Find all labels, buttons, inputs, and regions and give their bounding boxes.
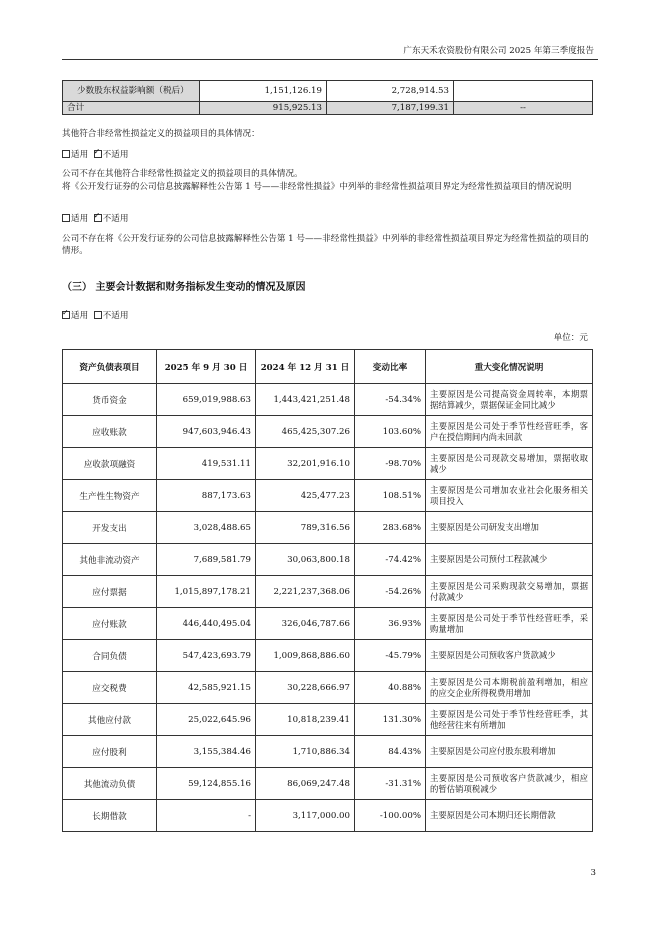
table-row bbox=[63, 576, 593, 608]
cell-change-ratio: 36.93% bbox=[355, 608, 426, 640]
cell-2025-value: - bbox=[157, 800, 256, 832]
nonrecurring-summary-table bbox=[62, 80, 593, 115]
cell-change-reason: 主要原因是公司应付股东股利增加 bbox=[426, 736, 593, 768]
option-label: 不适用 bbox=[102, 150, 129, 160]
cell-value: 2,728,914.53 bbox=[327, 81, 454, 102]
table-row bbox=[63, 768, 593, 800]
cell-change-reason: 主要原因是公司处于季节性经营旺季，客户在授信期间内尚未回款 bbox=[426, 416, 593, 448]
cell-change-ratio: -98.70% bbox=[355, 448, 426, 480]
cell-change-reason: 主要原因是公司研发支出增加 bbox=[426, 512, 593, 544]
table-row bbox=[63, 512, 593, 544]
cell-change-reason: 主要原因是公司本期归还长期借款 bbox=[426, 800, 593, 832]
column-header: 资产负债表项目 bbox=[63, 350, 157, 384]
cell-value: 915,925.13 bbox=[200, 102, 327, 115]
row-item-name: 合同负债 bbox=[63, 640, 157, 672]
row-item-name: 其他流动负债 bbox=[63, 768, 157, 800]
row-item-name: 开发支出 bbox=[63, 512, 157, 544]
cell-value: 7,187,199.31 bbox=[327, 102, 454, 115]
cell-2024-value: 1,443,421,251.48 bbox=[256, 384, 355, 416]
cell-2024-value: 30,228,666.97 bbox=[256, 672, 355, 704]
table-row bbox=[63, 608, 593, 640]
cell-2024-value: 425,477.23 bbox=[256, 480, 355, 512]
row-item-name: 应付股利 bbox=[63, 736, 157, 768]
column-header: 2025 年 9 月 30 日 bbox=[157, 350, 256, 384]
cell-2025-value: 419,531.11 bbox=[157, 448, 256, 480]
cell-change-ratio: 103.60% bbox=[355, 416, 426, 448]
cell-value: 1,151,126.19 bbox=[200, 81, 327, 102]
cell-change-ratio: 84.43% bbox=[355, 736, 426, 768]
checkbox-unchecked-icon[interactable] bbox=[94, 311, 102, 319]
applicability-check bbox=[62, 213, 128, 225]
cell-change-ratio: 131.30% bbox=[355, 704, 426, 736]
cell-2024-value: 465,425,307.26 bbox=[256, 416, 355, 448]
cell-2025-value: 659,019,988.63 bbox=[157, 384, 256, 416]
row-item-name: 应付票据 bbox=[63, 576, 157, 608]
cell-change-reason: 主要原因是公司增加农业社会化服务相关项目投入 bbox=[426, 480, 593, 512]
cell-change-reason: 主要原因是公司预付工程款减少 bbox=[426, 544, 593, 576]
checkbox-checked-icon[interactable] bbox=[94, 214, 102, 222]
table-row bbox=[63, 480, 593, 512]
paragraph: 其他符合非经常性损益定义的损益项目的具体情况： bbox=[62, 129, 260, 139]
table-row bbox=[63, 736, 593, 768]
table-row bbox=[63, 640, 593, 672]
cell-2024-value: 789,316.56 bbox=[256, 512, 355, 544]
table-row bbox=[63, 416, 593, 448]
cell-change-reason: 主要原因是公司处于季节性经营旺季，采购量增加 bbox=[426, 608, 593, 640]
cell-change-ratio: 40.88% bbox=[355, 672, 426, 704]
cell-2025-value: 3,155,384.46 bbox=[157, 736, 256, 768]
option-label: 不适用 bbox=[102, 311, 129, 321]
cell-change-reason: 主要原因是公司本期税前盈利增加，相应的应交企业所得税费用增加 bbox=[426, 672, 593, 704]
cell-2025-value: 547,423,693.79 bbox=[157, 640, 256, 672]
table-header-row bbox=[63, 350, 593, 384]
row-item-name: 长期借款 bbox=[63, 800, 157, 832]
row-item-name: 其他应付款 bbox=[63, 704, 157, 736]
table-row bbox=[63, 544, 593, 576]
header-rule bbox=[62, 59, 598, 60]
paragraph: 公司不存在其他符合非经常性损益定义的损益项目的具体情况。 bbox=[62, 169, 303, 179]
paragraph: 将《公开发行证券的公司信息披露解释性公告第 1 号——非经常性损益》中列举的非经常性损益项目界定为经常性损益项目的情况说明 bbox=[62, 182, 572, 192]
page-number: 3 bbox=[590, 868, 596, 878]
cell-2025-value: 446,440,495.04 bbox=[157, 608, 256, 640]
cell-change-reason: 主要原因是公司预收客户货款减少，相应的暂估销项税减少 bbox=[426, 768, 593, 800]
cell-change-ratio: -54.34% bbox=[355, 384, 426, 416]
row-label: 合计 bbox=[63, 102, 200, 115]
cell-2025-value: 42,585,921.15 bbox=[157, 672, 256, 704]
cell-change-ratio: -45.79% bbox=[355, 640, 426, 672]
checkbox-checked-icon[interactable] bbox=[62, 311, 70, 319]
checkbox-unchecked-icon[interactable] bbox=[62, 150, 70, 158]
cell-2024-value: 30,063,800.18 bbox=[256, 544, 355, 576]
cell-2025-value: 59,124,855.16 bbox=[157, 768, 256, 800]
cell-2024-value: 2,221,237,368.06 bbox=[256, 576, 355, 608]
table-row bbox=[63, 800, 593, 832]
cell-2025-value: 887,173.63 bbox=[157, 480, 256, 512]
option-label: 不适用 bbox=[102, 214, 129, 224]
row-item-name: 生产性生物资产 bbox=[63, 480, 157, 512]
column-header: 重大变化情况说明 bbox=[426, 350, 593, 384]
table-row bbox=[63, 384, 593, 416]
cell-2025-value: 25,022,645.96 bbox=[157, 704, 256, 736]
table-row bbox=[63, 704, 593, 736]
row-item-name: 应交税费 bbox=[63, 672, 157, 704]
row-item-name: 应收账款 bbox=[63, 416, 157, 448]
row-item-name: 应付账款 bbox=[63, 608, 157, 640]
cell-2024-value: 326,046,787.66 bbox=[256, 608, 355, 640]
table-row bbox=[63, 672, 593, 704]
cell-change-reason: 主要原因是公司采购现款交易增加，票据付款减少 bbox=[426, 576, 593, 608]
paragraph: 公司不存在将《公开发行证券的公司信息披露解释性公告第 1 号——非经常性损益》中列举的非经常性损益项目界定为经常性损益的项目的情形。 bbox=[62, 234, 589, 256]
cell-2024-value: 10,818,239.41 bbox=[256, 704, 355, 736]
row-item-name: 货币资金 bbox=[63, 384, 157, 416]
option-label: 适用 bbox=[71, 214, 89, 224]
row-item-name: 其他非流动资产 bbox=[63, 544, 157, 576]
cell-value: -- bbox=[454, 102, 593, 115]
cell-change-ratio: -54.26% bbox=[355, 576, 426, 608]
cell-change-ratio: -74.42% bbox=[355, 544, 426, 576]
option-label: 适用 bbox=[71, 150, 89, 160]
table-row-total bbox=[63, 102, 593, 115]
cell-2024-value: 86,069,247.48 bbox=[256, 768, 355, 800]
table-row bbox=[63, 81, 593, 102]
unit-label: 单位：元 bbox=[553, 333, 588, 343]
cell-2025-value: 7,689,581.79 bbox=[157, 544, 256, 576]
cell-change-ratio: -31.31% bbox=[355, 768, 426, 800]
cell-2024-value: 32,201,916.10 bbox=[256, 448, 355, 480]
checkbox-unchecked-icon[interactable] bbox=[62, 214, 70, 222]
cell-change-ratio: 108.51% bbox=[355, 480, 426, 512]
cell-value bbox=[454, 81, 593, 102]
cell-change-reason: 主要原因是公司预收客户货款减少 bbox=[426, 640, 593, 672]
row-label: 少数股东权益影响额（税后） bbox=[63, 81, 200, 102]
report-header: 广东天禾农资股份有限公司 2025 年第三季度报告 bbox=[403, 46, 594, 56]
cell-2024-value: 3,117,000.00 bbox=[256, 800, 355, 832]
cell-change-ratio: -100.00% bbox=[355, 800, 426, 832]
row-item-name: 应收款项融资 bbox=[63, 448, 157, 480]
cell-change-reason: 主要原因是公司提高资金周转率，本期票据结算减少，票据保证金同比减少 bbox=[426, 384, 593, 416]
cell-2024-value: 1,009,868,886.60 bbox=[256, 640, 355, 672]
checkbox-checked-icon[interactable] bbox=[94, 150, 102, 158]
cell-change-reason: 主要原因是公司处于季节性经营旺季，其他经营往来有所增加 bbox=[426, 704, 593, 736]
cell-change-reason: 主要原因是公司现款交易增加，票据收取减少 bbox=[426, 448, 593, 480]
applicability-check bbox=[62, 149, 128, 161]
column-header: 变动比率 bbox=[355, 350, 426, 384]
cell-2025-value: 947,603,946.43 bbox=[157, 416, 256, 448]
applicability-check bbox=[62, 310, 128, 322]
table-row bbox=[63, 448, 593, 480]
option-label: 适用 bbox=[71, 311, 89, 321]
column-header: 2024 年 12 月 31 日 bbox=[256, 350, 355, 384]
cell-2025-value: 3,028,488.65 bbox=[157, 512, 256, 544]
section-title: （三） 主要会计数据和财务指标发生变动的情况及原因 bbox=[62, 282, 306, 293]
cell-2024-value: 1,710,886.34 bbox=[256, 736, 355, 768]
balance-sheet-changes-table bbox=[62, 349, 593, 832]
cell-change-ratio: 283.68% bbox=[355, 512, 426, 544]
cell-2025-value: 1,015,897,178.21 bbox=[157, 576, 256, 608]
